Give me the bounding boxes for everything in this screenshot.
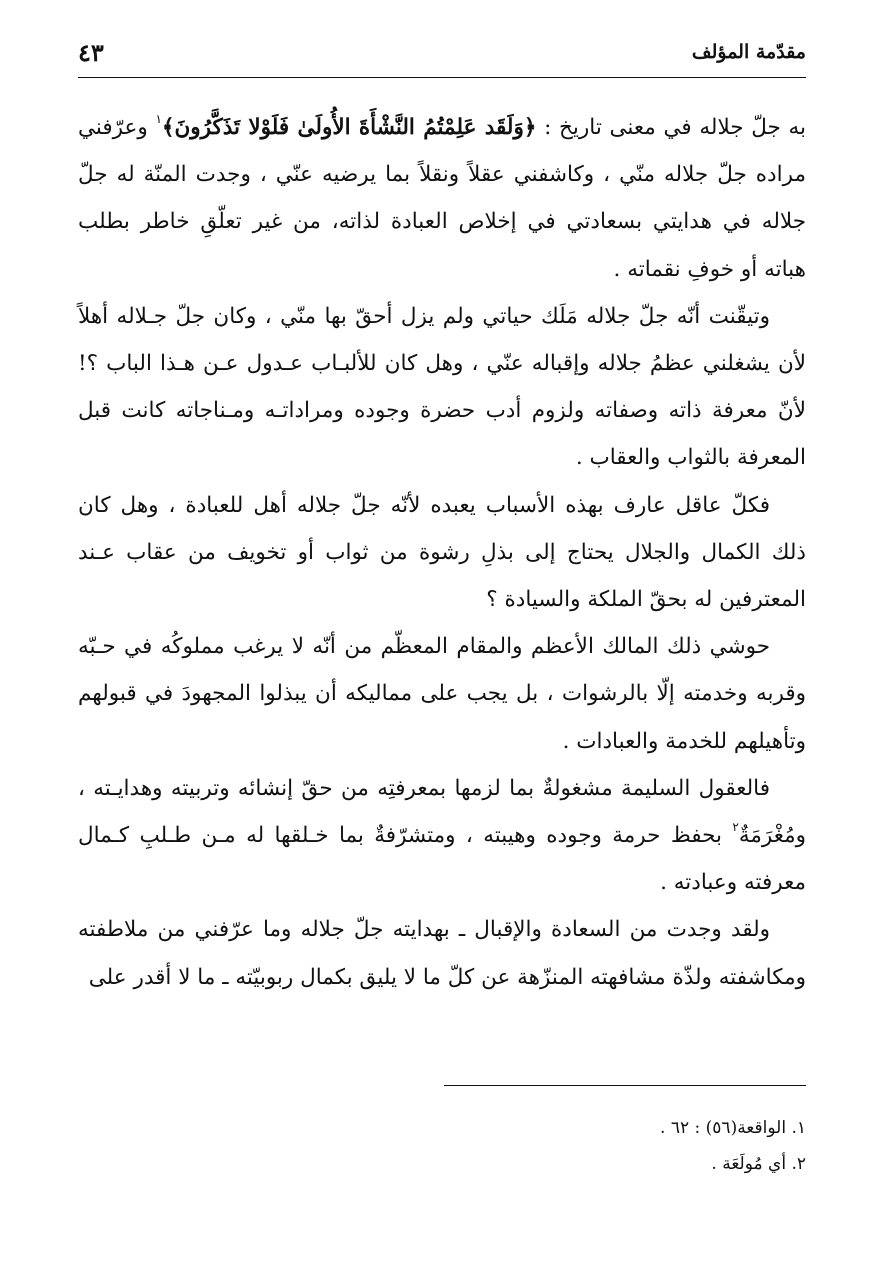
paragraph-5 [78, 765, 806, 907]
paragraph-1 [78, 104, 806, 293]
paragraph-2: وتيقّنت أنّه جلّ جلاله مَلَك حياتي ولم يزل أحقّ بها منّي ، وكان جلّ جـلاله أهلاً لأن يشغلني عظمُ جلاله وإقباله عنّي ، وهل كان للألبـاب عـدول عـن هـذا الباب ؟! لأنّ معرفة ذاته وصفاته ولزوم أدب حضرة وجوده ومراداتـه ومـناجاته كانت قبل المعرفة بالثواب والعقاب . [78, 303, 806, 471]
paragraph-1-rest: وعرّفني مراده جلّ جلاله منّي ، وكاشفني عقلاً ونقلاً بما يرضيه عنّي ، وجدت المنّة له جلّ جلاله في هدايتي بسعادتي في إخلاص العبادة لذاته، من غير تعلّقِ خاطر بطلب هباته أو خوفِ نقماته . [78, 115, 806, 282]
body-text [78, 104, 806, 1001]
running-header-title: مقدّمة المؤلف [691, 41, 806, 63]
page-number: ٤٣ [78, 37, 104, 67]
footnote-marker-1[interactable]: ١ [155, 112, 162, 126]
paragraph-5-rest: بحفظ حرمة وجوده وهيبته ، ومتشرّفةٌ بما خـلقها له مـن طـلبِ كـمال معرفته وعبادته . [78, 823, 806, 896]
footnotes [78, 1110, 806, 1182]
paragraph-5-lead: فالعقول السليمة مشغولةٌ بما لزمها بمعرفتِه من حقّ إنشائه وتربيته وهدايـته ، ومُغْرَمَةٌ [78, 775, 806, 849]
paragraph-4: حوشي ذلك المالك الأعظم والمقام المعظّم من أنّه لا يرغب مملوكُه في حـبّه وقربه وخدمته إلّا بالرشوات ، بل يجب على مماليكه أن يبذلوا المجهودَ في قبولهم وتأهيلهم للخدمة والعبادات . [78, 634, 806, 754]
paragraph-6: ولقد وجدت من السعادة والإقبال ـ بهدايته جلّ جلاله وما عرّفني من ملاطفته ومكاشفته ولذّة مشافهته المنزّهة عن كلّ ما لا يليق بكمال ربوبيّته ـ ما لا أقدر على [78, 917, 806, 990]
footnote-1: ١. الواقعة(٥٦) : ٦٢ . [660, 1118, 806, 1138]
footnote-marker-2[interactable]: ٢ [732, 820, 739, 835]
header-divider [78, 77, 806, 78]
footnote-divider [444, 1085, 806, 1086]
page-header [78, 32, 806, 72]
quran-verse: ﴿وَلَقَد عَلِمْتُمُ النَّشْأَةَ الأُولَىٰ فَلَوْلا تَذَكَّرُونَ﴾ [161, 115, 537, 140]
paragraph-1-lead: به جلّ جلاله في معنى تاريخ : [536, 115, 807, 140]
paragraph-3: فكلّ عاقل عارف بهذه الأسباب يعبده لأنّه جلّ جلاله أهل للعبادة ، وهل كان ذلك الكمال والجلال يحتاج إلى بذلِ رشوة من ثواب أو تخويف من عقاب عـند المعترفين له بحقّ الملكة والسيادة ؟ [78, 492, 806, 613]
footnote-2: ٢. أي مُولَعَة . [711, 1154, 806, 1174]
